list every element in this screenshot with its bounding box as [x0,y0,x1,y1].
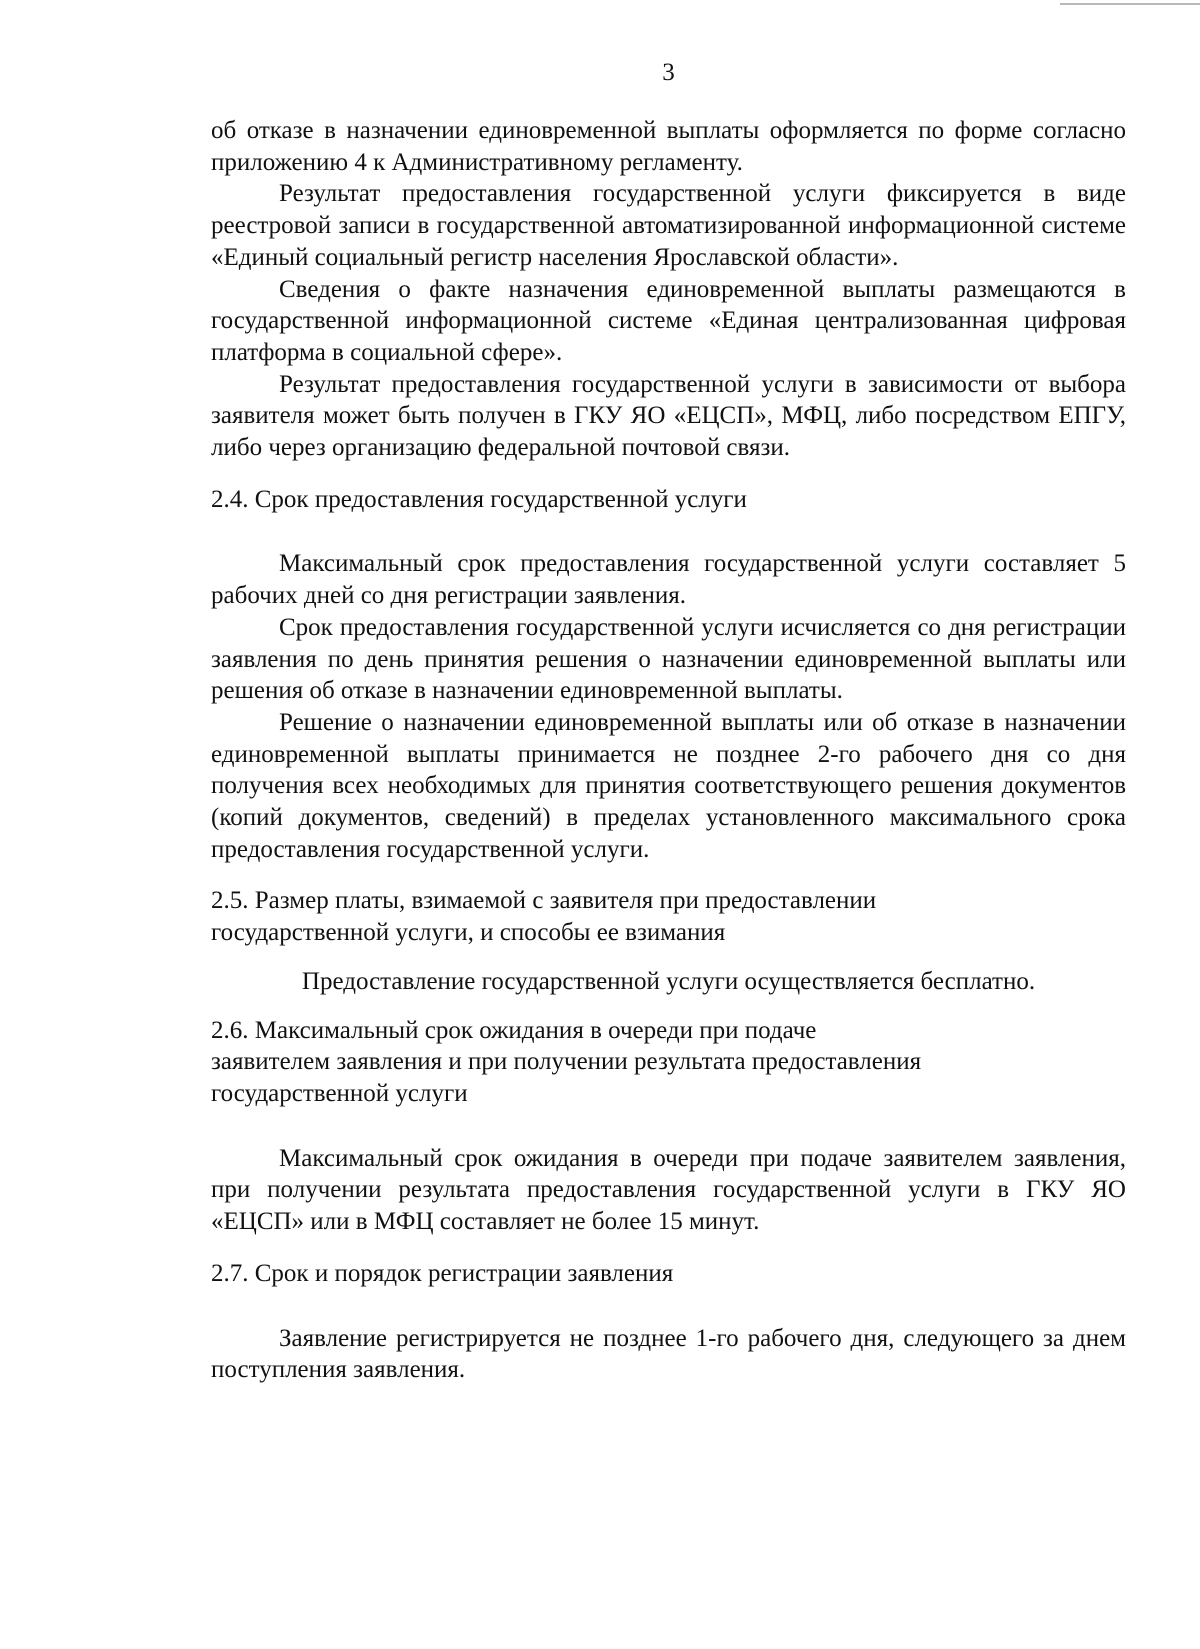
scan-edge-mark [1060,3,1200,5]
paragraph-result-delivery: Результат предоставления государственной услуги в зависимости от выбора заявителя может быть получен в ГКУ ЯО «ЕЦСП», МФЦ, либо посредством ЕПГУ, либо через организацию федеральной почтовой связи. [211,370,1126,462]
page-number: 3 [662,59,675,86]
paragraph-intro-continuation: об отказе в назначении единовременной выплаты оформляется по форме согласно приложению 4 к Административному регламенту. [211,117,1126,176]
section-heading-2-5-line-1: 2.5. Размер платы, взимаемой с заявителя при предоставлении [211,887,877,915]
section-heading-2-5-line-2: государственной услуги, и способы ее взимания [211,919,726,947]
paragraph-2-6-queue-time: Максимальный срок ожидания в очереди при подаче заявителем заявления, при получении результата предоставления государственной услуги в ГКУ ЯО «ЕЦСП» или в МФЦ составляет не более 15 минут. [211,1144,1126,1236]
section-heading-2-6-line-3: государственной услуги [211,1079,468,1107]
paragraph-result-registry: Результат предоставления государственной услуги фиксируется в виде реестровой записи в государственной автоматизированной информационной системе «Единый социальный регистр населения Ярославской области». [211,180,1126,271]
paragraph-2-4-max-term: Максимальный срок предоставления государственной услуги составляет 5 рабочих дней со дня регистрации заявления. [211,550,1126,610]
section-heading-2-6-line-2: заявителем заявления и при получении результата предоставления [211,1048,922,1076]
paragraph-2-7-registration: Заявление регистрируется не позднее 1-го рабочего дня, следующего за днем поступления заявления. [211,1324,1126,1384]
document-body [211,115,1126,1386]
section-heading-2-6-line-1: 2.6. Максимальный срок ожидания в очереди при подаче [211,1016,817,1044]
section-heading-2-7: 2.7. Срок и порядок регистрации заявления [211,1259,674,1287]
paragraph-2-4-decision-deadline: Решение о назначении единовременной выплаты или об отказе в назначении единовременной выплаты принимается не позднее 2-го рабочего дня со дня получения всех необходимых для принятия соответствующего решения документов (копий документов, сведений) в пределах установленного максимального срока предоставления государственной услуги. [211,708,1126,863]
paragraph-result-platform: Сведения о факте назначения единовременной выплаты размещаются в государственной информационной системе «Единая централизованная цифровая платформа в социальной сфере». [211,275,1126,366]
paragraph-2-4-term-calculation: Срок предоставления государственной услуги исчисляется со дня регистрации заявления по день принятия решения о назначении единовременной выплаты или решения об отказе в назначении единовременной выплаты. [211,613,1126,705]
section-heading-2-4: 2.4. Срок предоставления государственной услуги [211,485,747,513]
paragraph-2-5-free-of-charge: Предоставление государственной услуги осуществляется бесплатно. [301,967,1036,995]
